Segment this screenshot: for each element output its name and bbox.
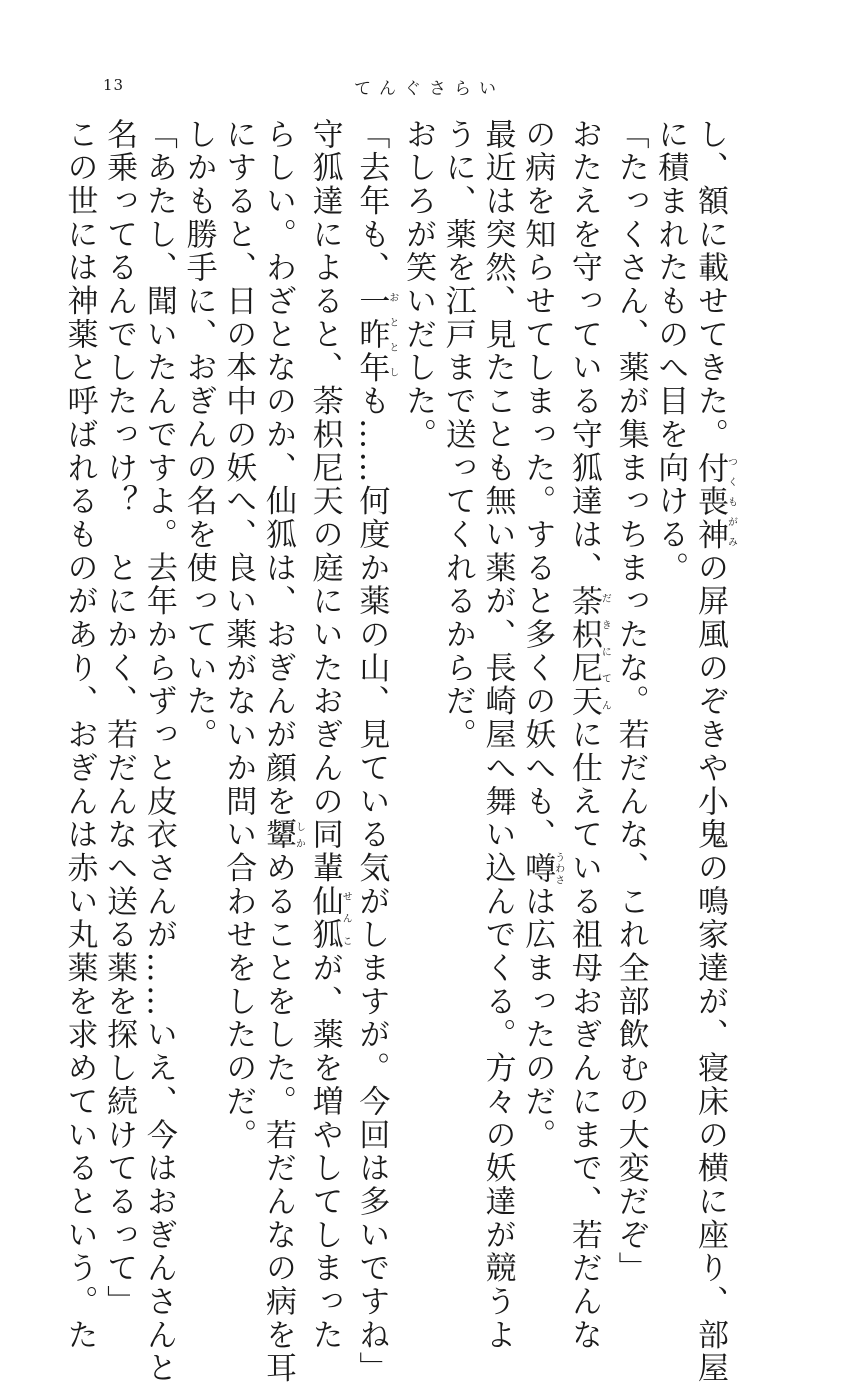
ruby-reading: だきにてん xyxy=(599,584,611,719)
text-line xyxy=(257,118,305,1385)
ruby-base: 一昨年 xyxy=(353,284,390,385)
text-line xyxy=(98,118,138,1319)
ruby-annotation xyxy=(519,851,564,886)
text-line xyxy=(650,118,690,1104)
text-line xyxy=(304,118,352,1352)
text-segment: が、薬を増やしてしまった xyxy=(306,951,343,1352)
text-segment: 「たっくさん、薬が集まっちまったな。若だんな、これ全部飲むの大変だぞ」 xyxy=(612,118,649,1286)
text-segment: も……何度か薬の山、見ている気がしますが。今回は多いですね」 xyxy=(353,384,390,1385)
text-segment: おしろが笑いだした。 xyxy=(400,118,437,452)
ruby-annotation xyxy=(353,284,398,385)
text-line xyxy=(610,118,650,1286)
ruby-reading: おととし xyxy=(386,284,398,385)
page-number: 13 xyxy=(103,76,125,94)
ruby-base: 顰 xyxy=(259,818,296,852)
text-line xyxy=(516,118,564,1152)
ruby-base: 付喪神 xyxy=(692,451,728,552)
text-line xyxy=(218,118,258,1152)
text-segment: 最近は突然、見たことも無い薬が、長崎屋へ舞い込んでくる。方々の妖達が競うよ xyxy=(479,118,516,1352)
text-segment: の病を知らせてしまった。すると多くの妖へも、 xyxy=(519,118,556,852)
text-segment: おたえを守っている守狐達は、 xyxy=(565,118,602,585)
text-line xyxy=(437,118,477,1104)
running-head: てんぐさらい xyxy=(354,79,504,99)
text-segment: の屏風のぞきや小鬼の鳴家達が、寝床の横に座り、部屋 xyxy=(692,551,728,1385)
text-segment: に仕えている祖母おぎんにまで、若だんな xyxy=(565,718,602,1352)
text-segment: しかも勝手に、おぎんの名を使っていた。 xyxy=(180,118,217,752)
ruby-reading: うわさ xyxy=(552,851,564,886)
text-segment: に積まれたものへ目を向ける。 xyxy=(652,118,689,585)
ruby-base: 噂 xyxy=(519,851,556,886)
ruby-annotation xyxy=(306,885,352,952)
text-line xyxy=(563,118,611,1352)
text-segment: は広まったのだ。 xyxy=(519,885,556,1152)
text-segment: うに、薬を江戸まで送ってくれるからだ。 xyxy=(439,118,476,752)
text-line xyxy=(351,118,398,1385)
text-segment: 「去年も、 xyxy=(353,118,390,285)
text-segment: し、額に載せてきた。 xyxy=(692,118,728,452)
ruby-annotation xyxy=(565,584,611,719)
ruby-annotation xyxy=(692,451,737,552)
text-line xyxy=(397,118,437,1104)
ruby-base: 仙狐 xyxy=(306,885,343,952)
ruby-base: 荼枳尼天 xyxy=(565,584,602,719)
text-segment: めることをした。若だんなの病を耳 xyxy=(259,851,296,1385)
text-segment: 守狐達によると、荼枳尼天の庭にいたおぎんの同輩 xyxy=(306,118,343,886)
text-line xyxy=(689,118,737,1385)
text-segment: 「あたし、聞いたんですよ。去年からずっと皮衣さんが……いえ、今はおぎんさんと xyxy=(140,118,177,1385)
text-line xyxy=(138,118,178,1385)
text-segment: にすると、日の本中の妖へ、良い薬がないか問い合わせをしたのだ。 xyxy=(220,118,257,1152)
ruby-annotation xyxy=(259,818,305,852)
body-text xyxy=(61,118,737,1385)
text-line xyxy=(477,118,517,1352)
text-line xyxy=(59,118,99,1352)
text-segment: らしい。わざとなのか、仙狐は、おぎんが顔を xyxy=(259,118,296,819)
text-line xyxy=(178,118,218,1104)
ruby-reading: つくもがみ xyxy=(725,451,737,552)
ruby-reading: しか xyxy=(293,818,305,852)
text-segment: 名乗ってるんでしたっけ？ とにかく、若だんなへ送る薬を探し続けてるって」 xyxy=(101,118,138,1319)
ruby-reading: せんこ xyxy=(340,885,352,952)
text-segment: この世には神薬と呼ばれるものがあり、おぎんは赤い丸薬を求めているという。た xyxy=(61,118,98,1352)
